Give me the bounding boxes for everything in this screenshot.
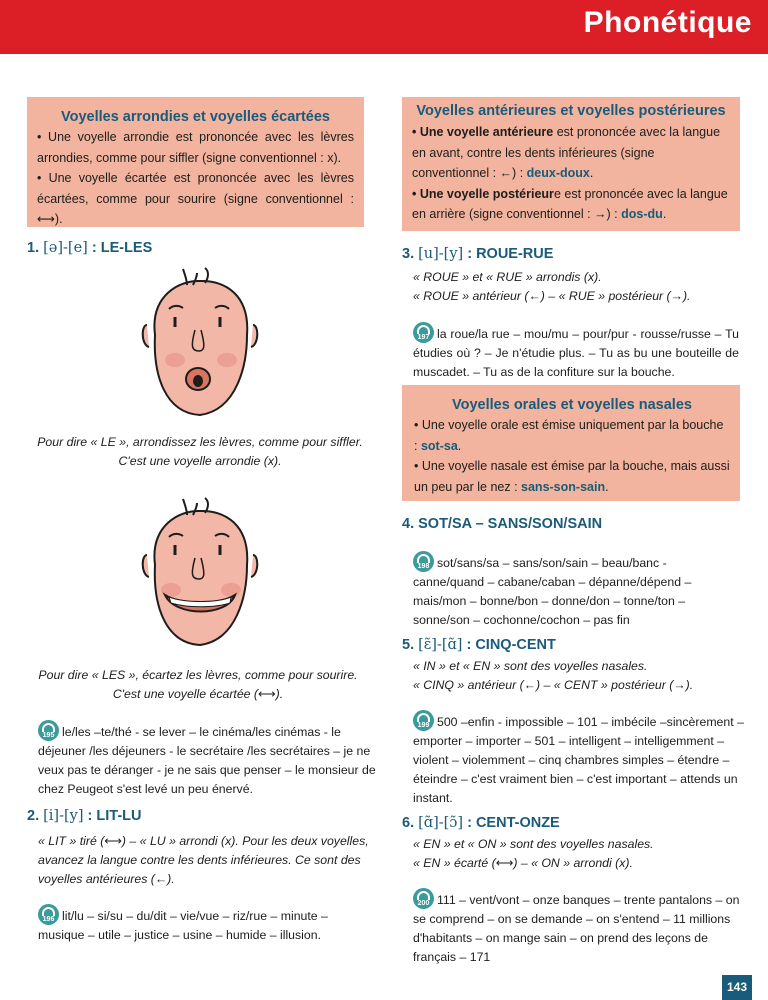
caption-le: Pour dire « LE », arrondissez les lèvres, comme pour siffler. C'est une voyelle arrondie (x). — [37, 435, 363, 468]
info-box-line — [414, 456, 730, 497]
info-box-line — [414, 415, 730, 456]
headphones-icon[interactable] — [413, 710, 434, 731]
info-box-rounded — [27, 97, 364, 227]
page-title: Phonétique — [583, 6, 752, 39]
exercise-text: sot/sans/sa – sans/son/sain – beau/banc - canne/quand – cabane/caban – dépanne/dépend –mais/mon – bonne/bon – donne/don – tonne/ton – sonne/son – cochonne/cochon – pas fin — [413, 556, 692, 627]
page-header — [0, 0, 768, 54]
section-label: : ROUE-RUE — [463, 246, 554, 262]
headphones-icon[interactable] — [413, 888, 434, 909]
example: dos-du — [621, 207, 663, 221]
ipa-symbols: [i]-[y] — [43, 808, 84, 824]
section-label: : LIT-LU — [83, 808, 142, 824]
exercise-text: le/les –te/thé - se lever – le cinéma/les cinémas - le déjeuner /les déjeuners - le secrétaire /les secrétaires – je ne veux pas te déranger - je ne sais que penser – le monsieur de chez Peugeot s'est levé un peu énervé. — [38, 725, 376, 796]
info-box-line: • Une voyelle écartée est prononcée avec les lèvres écartées, comme pour sourire (signe conventionnel : ⟷). — [37, 171, 354, 226]
text: . — [605, 479, 609, 494]
track-number: 198 — [417, 563, 430, 570]
track-number: 195 — [42, 732, 55, 739]
track-number: 196 — [42, 916, 55, 923]
ipa-symbols: [ɑ̃]-[ɔ̃] — [418, 815, 464, 831]
section-3-note-1: « ROUE » et « RUE » arrondis (x). — [413, 270, 602, 284]
info-box-oral-nasal — [402, 385, 740, 501]
audio-exercise-195 — [38, 720, 376, 799]
section-6-note-1: « EN » et « ON » sont des voyelles nasales. — [413, 837, 654, 851]
section-6-note-2: « EN » écarté (⟷) – « ON » arrondi (x). — [413, 856, 633, 870]
text: . — [589, 166, 594, 180]
section-number: 6. — [402, 815, 415, 831]
section-3-title — [402, 246, 553, 262]
section-label: : CINQ-CENT — [462, 637, 556, 653]
text: est prononcée avec la langue en avant, contre les dents inférieures (signe conventionnel : ←) : — [412, 125, 721, 180]
section-5-note-1: « IN » et « EN » sont des voyelles nasales. — [413, 659, 648, 673]
section-3-note-2: « ROUE » antérieur (←) – « RUE » postérieur (→). — [413, 289, 691, 303]
section-2-title — [27, 808, 141, 824]
page-number: 143 — [722, 975, 752, 1000]
section-number: 2. — [27, 808, 40, 824]
info-box-line — [412, 122, 730, 184]
bold-term: • Une voyelle postérieur — [412, 186, 554, 201]
track-number: 200 — [417, 900, 430, 907]
audio-exercise-199 — [413, 710, 749, 808]
example: sot-sa — [420, 438, 458, 453]
section-label: : CENT-ONZE — [463, 815, 560, 831]
section-6-title — [402, 815, 560, 831]
section-4-title: 4. SOT/SA – SANS/SON/SAIN — [402, 516, 603, 532]
headphones-icon[interactable] — [38, 720, 59, 741]
text: . — [662, 207, 667, 221]
text: . — [457, 438, 462, 453]
info-box-line — [412, 184, 730, 225]
info-box-title: Voyelles arrondies et voyelles écartées — [61, 109, 330, 125]
ipa-symbols: [u]-[y] — [418, 246, 464, 262]
section-5-title — [402, 637, 556, 653]
track-number: 199 — [417, 722, 430, 729]
audio-exercise-200 — [413, 888, 749, 967]
info-box-title: Voyelles orales et voyelles nasales — [452, 397, 692, 413]
section-label: : LE-LES — [87, 240, 153, 256]
section-number: 5. — [402, 637, 415, 653]
face-spread-lips-illustration — [135, 495, 265, 655]
headphones-icon[interactable] — [413, 551, 434, 572]
face-rounded-lips-illustration — [135, 265, 265, 425]
audio-exercise-196 — [38, 904, 368, 945]
exercise-text: 500 –enfin - impossible – 101 – imbécile –sincèrement –emporter – importer – 501 – intelligent – intelligemment –violent – violemment – cinq chambres simples – étendre – éteindre – c'est vraiment bien – c'est important – attends un instant. — [413, 715, 744, 805]
track-number: 197 — [417, 334, 430, 341]
headphones-icon[interactable] — [413, 322, 434, 343]
section-1-title — [27, 240, 152, 256]
section-number: 3. — [402, 246, 415, 262]
section-number: 1. — [27, 240, 40, 256]
caption-les: Pour dire « LES », écartez les lèvres, comme pour sourire. C'est une voyelle écartée (⟷). — [38, 668, 358, 701]
audio-exercise-198 — [413, 551, 739, 630]
exercise-text: la roue/la rue – mou/mu – pour/pur - rousse/russe – Tu étudies où ? – Je n'étudie plus. – Tu as bu une bouteille de muscadet. – Tu as de la confiture sur la bouche. — [413, 327, 739, 379]
text: • Une voyelle nasale est émise par la bouche, mais aussi un peu par le nez : — [414, 459, 730, 494]
ipa-symbols: [ə]-[e] — [43, 240, 88, 256]
audio-exercise-197 — [413, 322, 739, 382]
section-5-note-2: « CINQ » antérieur (←) – « CENT » postérieur (→). — [413, 678, 694, 692]
ipa-symbols: [ɛ̃]-[ɑ̃] — [418, 637, 463, 653]
bold-term: • Une voyelle antérieure — [412, 125, 554, 139]
exercise-text: lit/lu – si/su – du/dit – vie/vue – riz/rue – minute – musique – utile – justice – usine – humide – illusion. — [38, 909, 328, 942]
info-box-title: Voyelles antérieures et voyelles postérieures — [416, 103, 726, 119]
text: e est prononcée avec la langue en arrière (signe conventionnel : →) : — [412, 186, 728, 221]
exercise-text: 111 – vent/vont – onze banques – trente pantalons – on se comprend – on se demande – on s'entend – 11 millions d'habitants – on mange sain – on prend des leçons de français – 171 — [413, 893, 740, 964]
info-box-front-back — [402, 97, 740, 231]
section-2-note: « LIT » tiré (⟷) – « LU » arrondi (x). Pour les deux voyelles, avancez la langue contre les dents inférieures. Ce sont des voyelles antérieures (←). — [38, 834, 369, 886]
example: sans-son-sain — [521, 479, 606, 494]
info-box-line: • Une voyelle arrondie est prononcée avec les lèvres arrondies, comme pour siffler (signe conventionnel : x). — [37, 130, 354, 165]
example: deux-doux — [526, 166, 590, 180]
headphones-icon[interactable] — [38, 904, 59, 925]
text: • Une voyelle orale est émise uniquement par la bouche : — [414, 418, 724, 453]
